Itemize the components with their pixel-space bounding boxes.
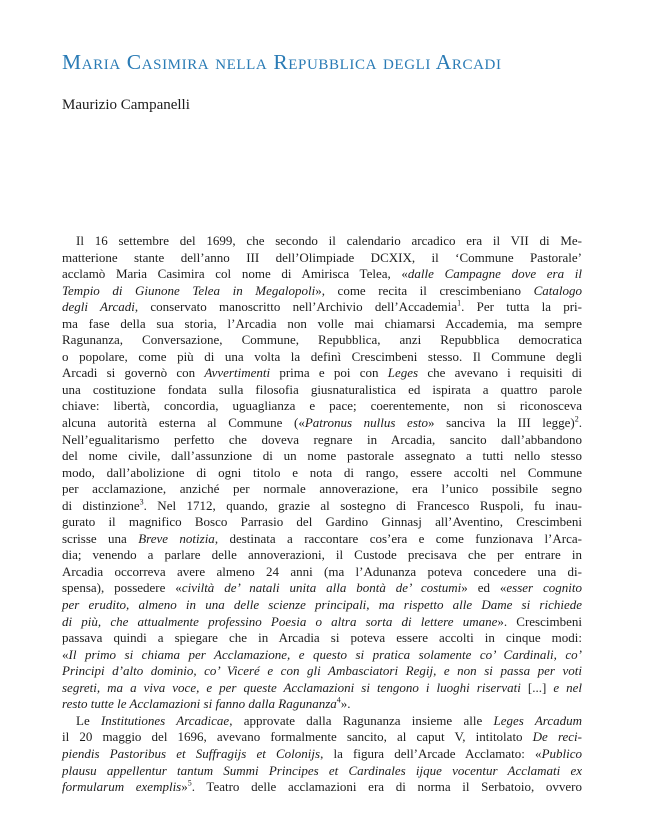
chapter-title: Maria Casimira nella Repubblica degli Arcadi xyxy=(62,50,502,74)
text-line: passava quindi a spiegare che in Arcadia si poteva essere accolti in cinque modi: xyxy=(62,630,582,646)
text-line: spensa), possedere «civiltà de’ natali unita alla bontà de’ costumi» ed «esser cognito xyxy=(62,580,583,596)
text-line: resto tutte le Acclamazioni si fanno dalla Ragunanza$^4$». xyxy=(62,695,351,712)
text-line: Arcadia occorreva avere almeno 24 anni (ma l’Adunanza poteva concedere una di- xyxy=(62,563,582,579)
text-line: scrisse una Breve notizia, destinata a raccontare cos’era e come funzionava l’Arca- xyxy=(62,530,582,546)
text-line: di distinzione$^3$. Nel 1712, quando, grazie al sostegno di Francesco Ruspoli, fu inau- xyxy=(62,497,582,513)
text-line: Nell’egualitarismo perfetto che doveva regnare in Arcadia, sancito dall’abbandono xyxy=(62,431,582,447)
body-text xyxy=(62,233,582,796)
text-line: di più, che attualmente professino Poesia o altra sorta di lettere umane». Crescimbeni xyxy=(62,613,582,629)
text-line: chiave: libertà, concordia, uguaglianza e pace; coerentemente, non si riconosceva xyxy=(62,398,582,414)
text-line: «Il primo si chiama per Acclamazione, e questo si pratica solamente co’ Cardinali, co’ xyxy=(62,646,582,662)
text-line: Tempio di Giunone Telea in Megalopoli», come recita il crescimbeniano Catalogo xyxy=(62,282,582,298)
text-line: o popolare, come più di una volta la definì Crescimbeni stesso. Il Commune degli xyxy=(62,348,582,364)
author-name: Maurizio Campanelli xyxy=(62,97,190,113)
text-line: formularum exemplis»$^5$. Teatro delle acclamazioni era di norma il Serbatoio, ovvero xyxy=(62,778,582,795)
text-line: per erudito, almeno in una delle scienze principali, ma rispetto alle Dame si richiede xyxy=(62,597,582,613)
text-line: matterione stante dell’anno III dell’Olimpiade DCXIX, il ‘Commune Pastorale’ xyxy=(62,249,582,265)
text-line: degli Arcadi, conservato manoscritto nell’Archivio dell’Accademia$^1$. Per tutta la pri- xyxy=(62,298,582,315)
text-line: Arcadi si governò con Avvertimenti prima e poi con Leges che avevano i requisiti di xyxy=(62,365,582,381)
text-line: gurato il magnifico Bosco Parrasio del Gardino Ginnasj all’Aventino, Crescimbeni xyxy=(62,514,582,530)
text-line: piendis Pastoribus et Suffragijs et Colonijs, la figura dell’Arcade Acclamato: «Publico xyxy=(62,745,582,761)
text-line: Principi d’alto dominio, co’ Viceré e con gli Ambasciatori Regij, e non si passa per voti xyxy=(62,663,582,679)
text-line: ma fase della sua storia, l’Arcadia non volle mai chiamarsi Accademia, ma sempre xyxy=(62,315,582,331)
text-line: una costituzione fondata sulla filosofia giusnaturalistica ed ispirata a quattro parole xyxy=(62,381,582,397)
text-line: Ragunanza, Conversazione, Commune, Repubblica, anzi Repubblica democratica xyxy=(62,332,582,348)
text-line: Il 16 settembre del 1699, che secondo il calendario arcadico era il VII di Me- xyxy=(76,233,582,248)
text-line: plausu appellentur tantum Summi Principes et Cardinales ijque vocentur Acclamati ex xyxy=(62,762,582,778)
text-line: Le Institutiones Arcadicae, approvate dalla Ragunanza insieme alle Leges Arcadum xyxy=(76,712,582,728)
text-line: per acclamazione, anziché per normale annoverazione, era l’unico possibile segno xyxy=(62,481,582,497)
text-line: acclamò Maria Casimira col nome di Amirisca Telea, «dalle Campagne dove era il xyxy=(62,266,582,282)
text-line: segreti, ma a viva voce, e per queste Acclamazioni si tengono i luoghi riservati [...] e nel xyxy=(62,679,583,695)
text-line: dia; venendo a parlare delle annoverazioni, il Custode precisava che per entrare in xyxy=(62,547,582,563)
text-line: modo, dall’abolizione di ogni titolo e nota di rango, essere accolti nel Commune xyxy=(62,464,582,480)
text-line: il 20 maggio del 1696, avevano formalmente sancito, al caput V, intitolato De reci- xyxy=(62,729,582,745)
text-line: del nome civile, dall’assunzione di un nome pastorale assegnato a tutti nello stesso xyxy=(62,448,582,464)
text-line: alcuna autorità esterna al Commune («Patronus nullus esto» sanciva la III legge)$^2$. xyxy=(62,414,583,431)
